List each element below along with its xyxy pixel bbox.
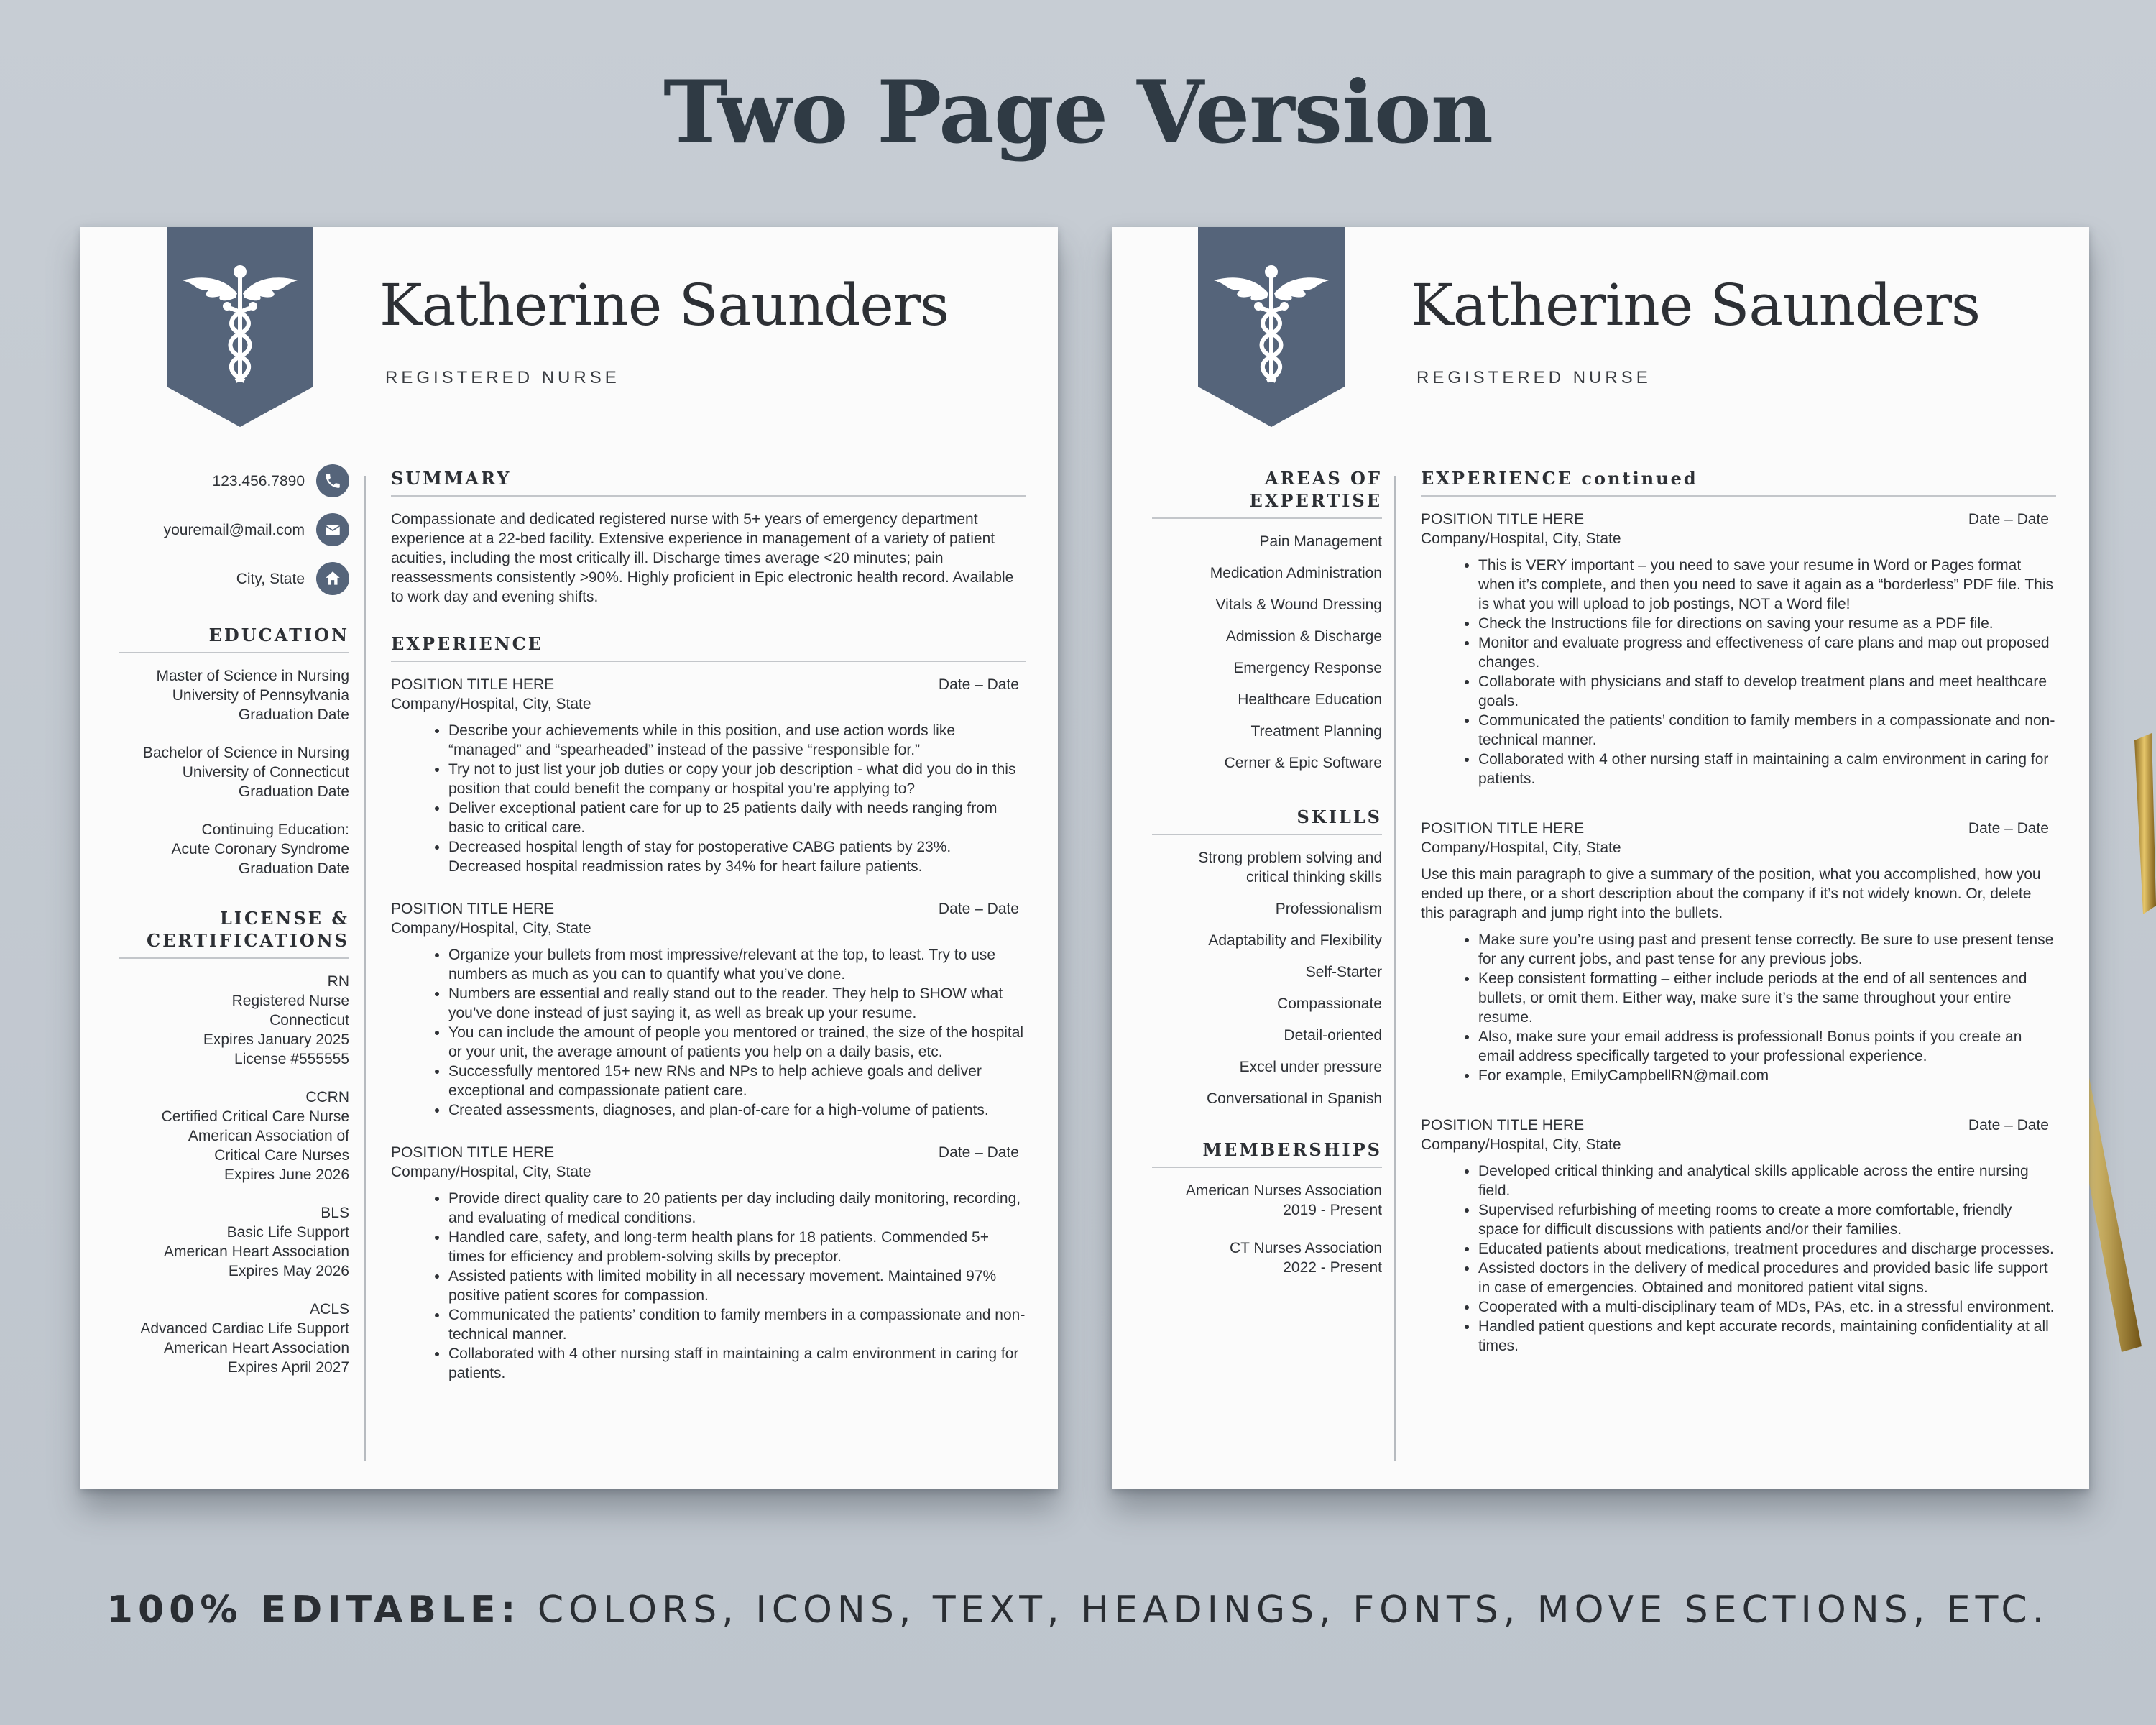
job-bullet: • Cooperated with a multi-disciplinary team of MDs, PAs, etc. in a stressful environment.: [1478, 1297, 2056, 1317]
job-bullet: • Supervised refurbishing of meeting rooms to create a more comfortable, friendly space for difficult discussions with patients and/or their families.: [1478, 1200, 2056, 1239]
email-text: youremail@mail.com: [163, 521, 305, 538]
footer-bold: 100% EDITABLE:: [106, 1588, 521, 1632]
membership-dates: 2022 - Present: [1283, 1259, 1382, 1276]
job-company: Company/Hospital, City, State: [391, 920, 591, 937]
job-bullet: • For example, EmilyCampbellRN@mail.com: [1478, 1066, 2056, 1085]
skill-item: Self-Starter: [1305, 964, 1382, 980]
job-bullet: • Assisted patients with limited mobility in all necessary movement. Maintained 97% positive patient scores for compassion.: [448, 1266, 1026, 1305]
contact-location: [119, 562, 349, 595]
job-date: Date – Date: [938, 676, 1019, 693]
license-line: Basic Life Support: [226, 1224, 349, 1241]
area-item: Treatment Planning: [1250, 723, 1382, 740]
job-entry: [391, 675, 1026, 876]
job-bullet: • Deliver exceptional patient care for up to 25 patients daily with needs ranging from basic to critical care.: [448, 799, 1026, 837]
job-entry: [1421, 510, 2056, 788]
skill-item: Conversational in Spanish: [1207, 1090, 1382, 1107]
job-title: POSITION TITLE HERE: [1421, 820, 1585, 837]
license-line: CCRN: [305, 1089, 349, 1105]
candidate-role: REGISTERED NURSE: [385, 368, 620, 387]
left-column: [119, 464, 349, 1396]
job-bullet: • Handled patient questions and kept accurate records, maintaining confidentiality at all times.: [1478, 1317, 2056, 1356]
license-line: Critical Care Nurses: [214, 1147, 349, 1164]
graduation-date: Graduation Date: [238, 783, 349, 800]
job-bullet: • Created assessments, diagnoses, and plan-of-care for a high-volume of patients.: [448, 1100, 1026, 1120]
license-heading: [119, 907, 349, 959]
job-entry: [1421, 1116, 2056, 1356]
candidate-name: Katherine Saunders: [1411, 272, 1980, 339]
membership-item: [1152, 1238, 1382, 1277]
area-item: Medication Administration: [1210, 565, 1382, 581]
column-divider: [364, 476, 366, 1460]
areas-list: [1152, 532, 1382, 773]
membership-org: American Nurses Association: [1185, 1182, 1382, 1199]
job-bullet: • Monitor and evaluate progress and effectiveness of care plans and map out proposed changes.: [1478, 633, 2056, 672]
candidate-name: Katherine Saunders: [379, 272, 949, 339]
degree: Continuing Education:: [201, 822, 349, 838]
areas-heading-line2: EXPERTISE: [1249, 490, 1382, 511]
education-item: [119, 820, 349, 878]
job-date: Date – Date: [1968, 820, 2049, 837]
job-entry: [1421, 819, 2056, 1085]
school: Acute Coronary Syndrome: [171, 841, 349, 857]
job-bullet: • Communicated the patients’ condition to family members in a compassionate and non-technical manner.: [448, 1305, 1026, 1344]
area-item: Admission & Discharge: [1225, 628, 1382, 645]
job-title: POSITION TITLE HERE: [391, 1144, 555, 1161]
license-line: Expires April 2027: [227, 1359, 349, 1376]
job-bullet: • Handled care, safety, and long-term health plans for 18 patients. Commended 5+ times for efficiency and problem-solving skills by preceptor.: [448, 1228, 1026, 1266]
areas-heading: [1152, 467, 1382, 519]
footer-rest: COLORS, ICONS, TEXT, HEADINGS, FONTS, MOVE SECTIONS, ETC.: [520, 1588, 2050, 1632]
caduceus-icon: [1198, 227, 1345, 427]
footer-tagline: [0, 1588, 2156, 1632]
skill-item: Excel under pressure: [1239, 1059, 1382, 1075]
experience-continued-heading: EXPERIENCE continued: [1421, 467, 2056, 497]
license-item: [119, 1300, 349, 1377]
graduation-date: Graduation Date: [238, 860, 349, 877]
license-line: Expires May 2026: [228, 1263, 349, 1279]
areas-heading-line1: AREAS OF: [1264, 468, 1382, 489]
job-bullet: • Keep consistent formatting – either include periods at the end of all sentences and bullets, or omit them. Either way, make sure it’s the same throughout your entire resume.: [1478, 969, 2056, 1027]
license-line: Expires January 2025: [203, 1031, 349, 1048]
job-bullet: • Check the Instructions file for directions on saving your resume as a PDF file.: [1478, 614, 2056, 633]
job-entry: [391, 899, 1026, 1120]
school: University of Connecticut: [182, 764, 349, 781]
job-bullet: • Collaborated with 4 other nursing staff in maintaining a calm environment in caring for patients.: [1478, 750, 2056, 788]
license-item: [119, 1203, 349, 1281]
candidate-role: REGISTERED NURSE: [1416, 368, 1651, 387]
license-item: [119, 972, 349, 1069]
license-line: Connecticut: [270, 1012, 349, 1029]
degree: Master of Science in Nursing: [156, 668, 349, 684]
job-paragraph: Use this main paragraph to give a summary of the position, what you accomplished, how you ended up there, or a short description about the company if it’s not widely known. Or, delete this paragraph and jump right into the bullets.: [1421, 866, 2041, 921]
job-company: Company/Hospital, City, State: [1421, 530, 1621, 547]
job-bullet: • Collaborated with 4 other nursing staff in maintaining a calm environment in caring for patients.: [448, 1344, 1026, 1383]
license-line: ACLS: [310, 1301, 349, 1317]
job-date: Date – Date: [938, 1144, 1019, 1161]
resume-page-1: [80, 227, 1058, 1489]
area-item: Pain Management: [1259, 533, 1382, 550]
job-bullet: • Organize your bullets from most impressive/relevant at the top, to least. Try to use numbers as much as you can to quantify what you’ve done.: [448, 945, 1026, 984]
area-item: Emergency Response: [1233, 660, 1382, 676]
license-heading-line1: LICENSE &: [219, 908, 349, 929]
job-bullet: • You can include the amount of people you mentored or trained, the size of the hospital or your unit, the average amount of patients you help on a daily basis, etc.: [448, 1023, 1026, 1062]
job-title: POSITION TITLE HERE: [1421, 1117, 1585, 1133]
home-icon: [316, 562, 349, 595]
job-date: Date – Date: [1968, 1117, 2049, 1133]
area-item: Healthcare Education: [1238, 691, 1382, 708]
license-line: Certified Critical Care Nurse: [161, 1108, 349, 1125]
job-company: Company/Hospital, City, State: [1421, 1136, 1621, 1153]
skills-heading: SKILLS: [1152, 806, 1382, 835]
degree: Bachelor of Science in Nursing: [142, 745, 349, 761]
skill-item: Strong problem solving and critical thinking skills: [1198, 850, 1382, 886]
job-bullet: • Educated patients about medications, treatment procedures and discharge processes.: [1478, 1239, 2056, 1259]
right-column: [391, 467, 1026, 1406]
mail-icon: [316, 513, 349, 546]
job-title: POSITION TITLE HERE: [1421, 511, 1585, 528]
memberships-heading: MEMBERSHIPS: [1152, 1138, 1382, 1168]
license-line: Registered Nurse: [231, 993, 349, 1009]
skill-item: Detail-oriented: [1284, 1027, 1382, 1044]
skills-list: [1152, 848, 1382, 1108]
education-item: [119, 743, 349, 801]
skill-item: Compassionate: [1277, 995, 1382, 1012]
location-text: City, State: [236, 570, 305, 587]
skill-item: Professionalism: [1275, 901, 1382, 917]
contact-phone: [119, 464, 349, 497]
membership-org: CT Nurses Association: [1229, 1240, 1382, 1256]
area-item: Vitals & Wound Dressing: [1215, 597, 1382, 613]
school: University of Pennsylvania: [172, 687, 349, 704]
column-divider: [1394, 476, 1396, 1460]
job-bullet: • Assisted doctors in the delivery of medical procedures and provided basic life support in case of emergencies. Obtained and monitored patient vital signs.: [1478, 1259, 2056, 1297]
license-heading-line2: CERTIFICATIONS: [147, 930, 349, 951]
job-bullet: • Developed critical thinking and analytical skills applicable across the entire nursing field.: [1478, 1162, 2056, 1200]
license-line: BLS: [321, 1205, 349, 1221]
resume-page-2: [1112, 227, 2089, 1489]
job-title: POSITION TITLE HERE: [391, 676, 555, 693]
license-line: American Heart Association: [164, 1340, 349, 1356]
job-date: Date – Date: [938, 901, 1019, 917]
job-bullet: • Communicated the patients’ condition to family members in a compassionate and non-technical manner.: [1478, 711, 2056, 750]
license-line: License #555555: [234, 1051, 349, 1067]
job-entry: [391, 1143, 1026, 1383]
caduceus-icon: [167, 227, 313, 427]
job-bullet: • Successfully mentored 15+ new RNs and NPs to help achieve goals and deliver exceptional and compassionate patient care.: [448, 1062, 1026, 1100]
license-line: Expires June 2026: [224, 1167, 349, 1183]
job-title: POSITION TITLE HERE: [391, 901, 555, 917]
experience-heading: EXPERIENCE: [391, 632, 1026, 662]
job-bullet: • Describe your achievements while in this position, and use action words like “managed” and “spearheaded” instead of the passive “responsible for.”: [448, 721, 1026, 760]
job-company: Company/Hospital, City, State: [391, 696, 591, 712]
contact-email: [119, 513, 349, 546]
license-line: American Heart Association: [164, 1243, 349, 1260]
job-bullet: • Try not to just list your job duties or copy your job description - what did you do in this position that could benefit the company or hospital you’re applying to?: [448, 760, 1026, 799]
job-date: Date – Date: [1968, 511, 2049, 528]
job-bullet: • Numbers are essential and really stand out to the reader. They help to SHOW what you’ve done instead of just saying it, as well as break up your resume.: [448, 984, 1026, 1023]
phone-icon: [316, 464, 349, 497]
caduceus-banner: [167, 227, 313, 427]
license-item: [119, 1087, 349, 1184]
license-line: American Association of: [188, 1128, 349, 1144]
job-bullet: • Also, make sure your email address is professional! Bonus points if you create an email address specifically targeted to your professional experience.: [1478, 1027, 2056, 1066]
job-bullet: • Decreased hospital length of stay for postoperative CABG patients by 23%. Decreased hospital readmission rates by 34% for heart failure patients.: [448, 837, 1026, 876]
job-company: Company/Hospital, City, State: [1421, 840, 1621, 856]
job-bullet: • Provide direct quality care to 20 patients per day including daily monitoring, recording, and evaluating of medical conditions.: [448, 1189, 1026, 1228]
left-column: [1152, 467, 1382, 1296]
license-line: Advanced Cardiac Life Support: [140, 1320, 349, 1337]
right-column: [1421, 467, 2056, 1379]
graduation-date: Graduation Date: [238, 707, 349, 723]
job-bullet: • Collaborate with physicians and staff to develop treatment plans and meet healthcare goals.: [1478, 672, 2056, 711]
caduceus-banner: [1198, 227, 1345, 427]
area-item: Cerner & Epic Software: [1224, 755, 1382, 771]
education-item: [119, 666, 349, 724]
membership-item: [1152, 1181, 1382, 1220]
job-company: Company/Hospital, City, State: [391, 1164, 591, 1180]
skill-item: Adaptability and Flexibility: [1208, 932, 1382, 949]
job-bullet: • This is VERY important – you need to save your resume in Word or Pages format when it’s complete, and then you need to save it again as a “borderless” PDF file. This is what you will upload to job postings, NOT a Word file!: [1478, 556, 2056, 614]
phone-text: 123.456.7890: [212, 472, 305, 489]
job-bullet: • Make sure you’re using past and present tense correctly. Be sure to use present tense for any current jobs, and past tense for any previous jobs.: [1478, 930, 2056, 969]
summary-heading: SUMMARY: [391, 467, 1026, 497]
membership-dates: 2019 - Present: [1283, 1202, 1382, 1218]
summary-text: Compassionate and dedicated registered nurse with 5+ years of emergency department experience at a 22-bed facility. Extensive experience in management of a variety of patient acuities, including the most critically ill. Discharge times average <20 minutes; pain reassessments consistently >90%. Highly proficient in Epic electronic health record. Available to work day and evening shifts.: [391, 511, 1014, 605]
education-heading: EDUCATION: [119, 624, 349, 653]
gold-pen-top-icon: [2127, 733, 2156, 920]
license-line: RN: [327, 973, 349, 990]
headline: Two Page Version: [663, 62, 1493, 163]
